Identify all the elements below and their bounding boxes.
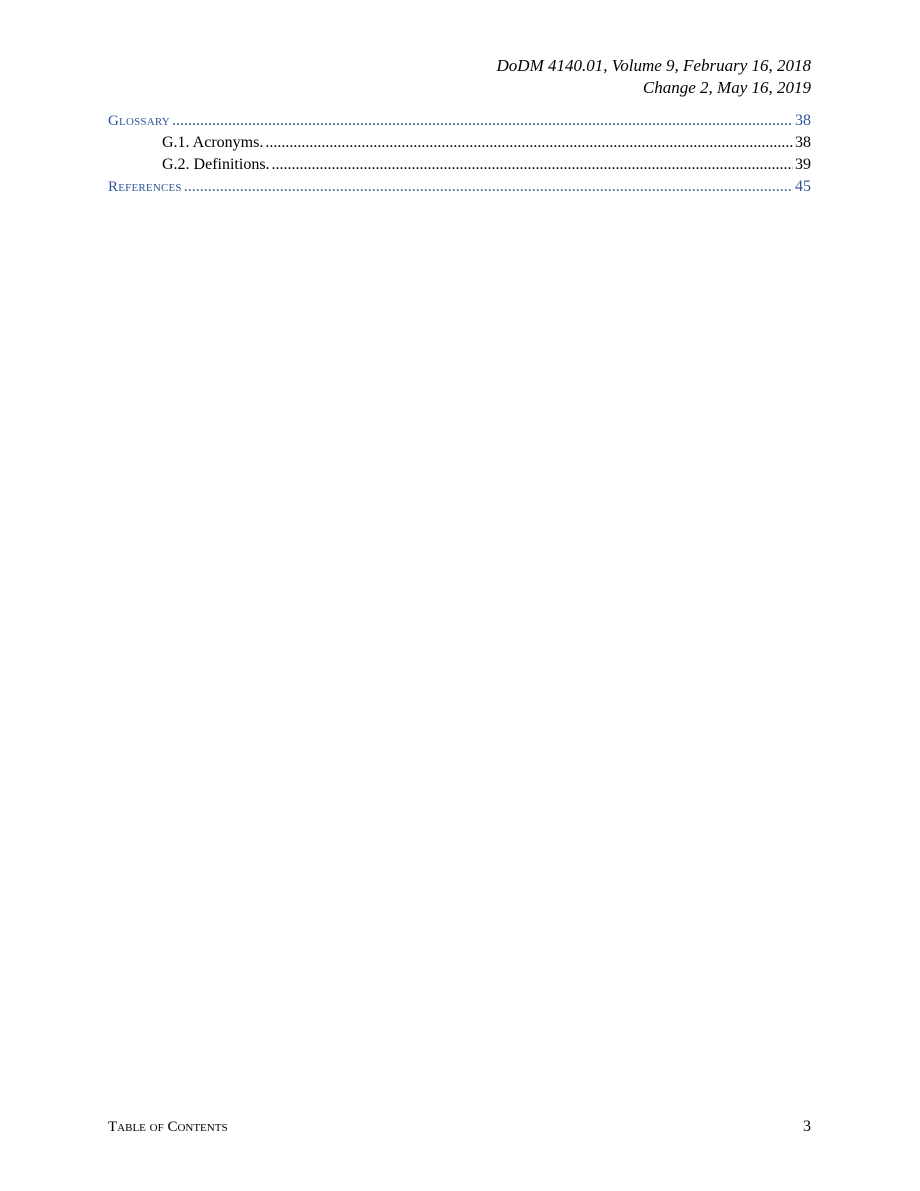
toc-entry-page: 38 xyxy=(795,134,811,151)
toc-dot-leader xyxy=(184,176,793,198)
page-header xyxy=(311,55,811,99)
toc-entry-page: 38 xyxy=(795,112,811,129)
footer-section-title: Table of Contents xyxy=(108,1119,228,1135)
toc-entry-definitions[interactable] xyxy=(108,154,811,176)
toc-entry-title: G.1. Acronyms. xyxy=(162,134,264,151)
header-change-line: Change 2, May 16, 2019 xyxy=(642,78,811,97)
header-document-id: DoDM 4140.01, Volume 9, February 16, 2018 xyxy=(496,56,811,75)
toc-entry-glossary[interactable] xyxy=(108,110,811,132)
toc-entry-title: G.2. Definitions. xyxy=(162,156,270,173)
toc-dot-leader xyxy=(272,154,793,176)
table-of-contents xyxy=(108,110,811,198)
toc-dot-leader xyxy=(172,110,793,132)
toc-entry-page: 45 xyxy=(795,178,811,195)
footer-page-number: 3 xyxy=(803,1118,811,1135)
toc-entry-references[interactable] xyxy=(108,176,811,198)
toc-entry-page: 39 xyxy=(795,156,811,173)
toc-entry-acronyms[interactable] xyxy=(108,132,811,154)
toc-entry-title: Glossary xyxy=(108,113,170,129)
toc-entry-title: References xyxy=(108,179,182,195)
toc-dot-leader xyxy=(265,132,793,154)
